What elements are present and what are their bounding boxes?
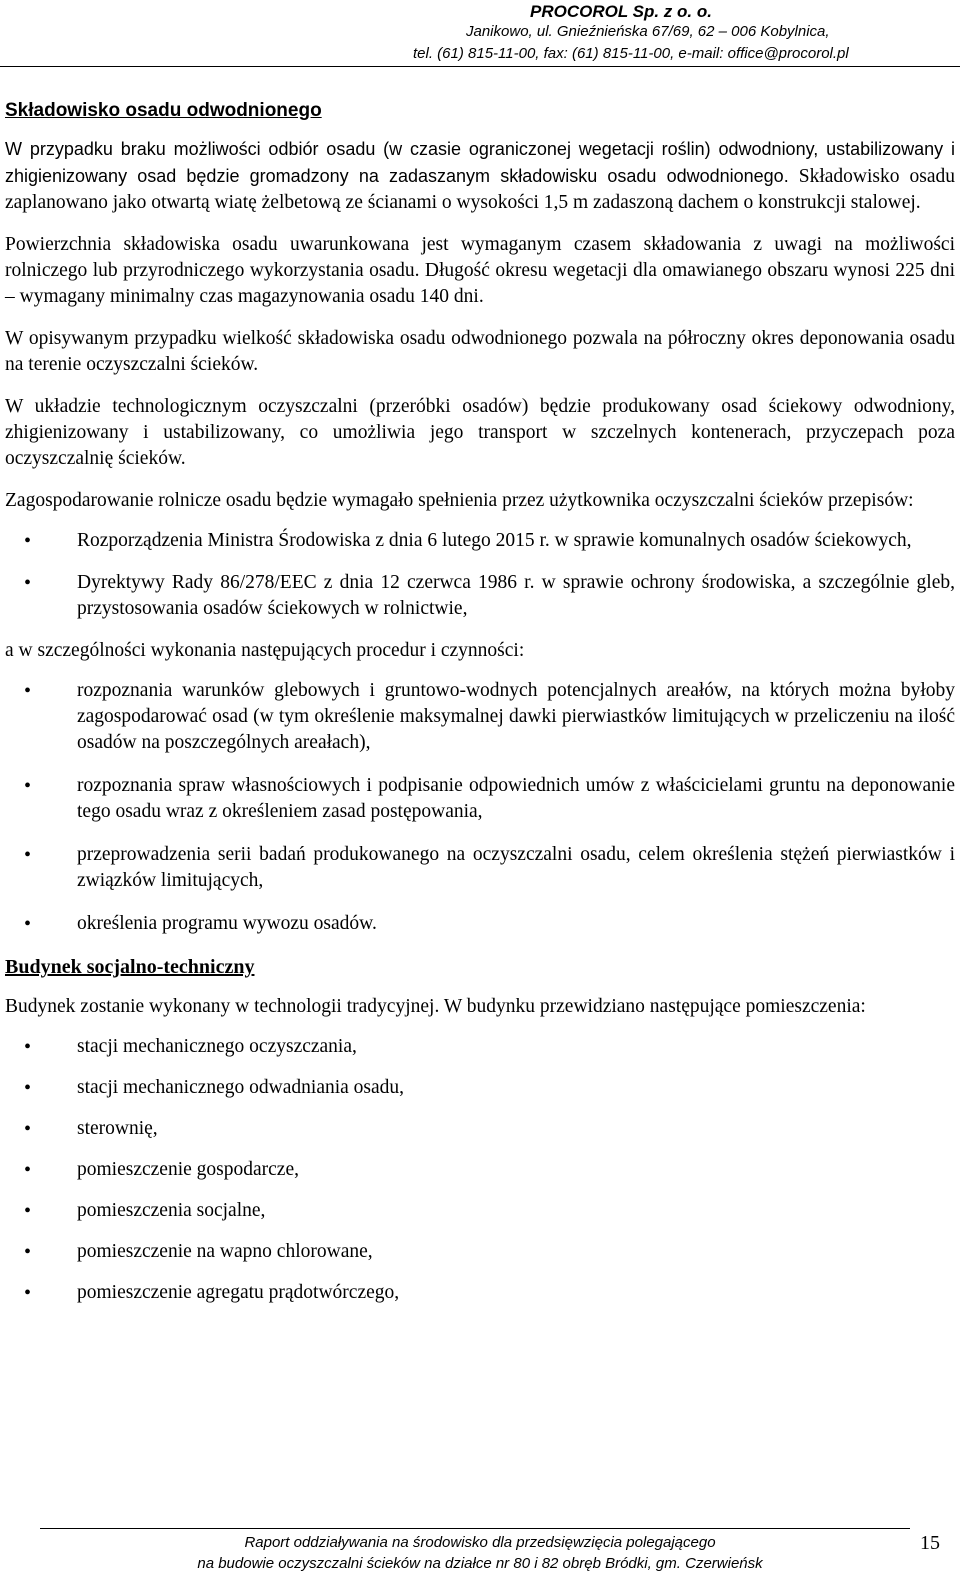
paragraph-text: Składowisko osadu zaplanowano jako otwartą wiatę żelbetową ze ścianami o wysokości 1,5 m zadaszoną dachem o konstrukcji stalowej. <box>5 166 956 213</box>
paragraph: Powierzchnia składowiska osadu uwarunkowana jest wymaganym czasem składowania z uwagi na możliwości rolniczego lub przyrodniczego wykorzystania osadu. Długość okresu wegetacji dla omawianego obszaru wynosi 225 dni – wymagany minimalny czas magazynowania osadu 140 dni. <box>5 234 955 307</box>
list-item: • stacji mechanicznego odwadniania osadu, <box>5 1075 955 1101</box>
list-item: • określenia programu wywozu osadów. <box>5 911 955 937</box>
page-number: 15 <box>920 1532 940 1554</box>
list-item: • Dyrektywy Rady 86/278/EEC z dnia 12 czerwca 1986 r. w sprawie ochrony środowiska, a szczególnie gleb, przystosowania osadów ściekowych w rolnictwie, <box>5 570 955 622</box>
list-item: • sterownię, <box>5 1116 955 1142</box>
list-item: • pomieszczenie na wapno chlorowane, <box>5 1239 955 1265</box>
company-contact: tel. (61) 815-11-00, fax: (61) 815-11-00, e-mail: office@procorol.pl <box>413 45 849 62</box>
list-item: • pomieszczenie agregatu prądotwórczego, <box>5 1280 955 1306</box>
footer-divider <box>40 1528 910 1529</box>
list-item: • przeprowadzenia serii badań produkowanego na oczyszczalni osadu, celem określenia stężeń pierwiastków i związków limitujących, <box>5 842 955 894</box>
page-header <box>0 0 960 68</box>
paragraph: W opisywanym przypadku wielkość składowiska osadu odwodnionego pozwala na półroczny okres deponowania osadu na terenie oczyszczalni ścieków. <box>5 328 955 375</box>
company-address: Janikowo, ul. Gnieźnieńska 67/69, 62 – 006 Kobylnica, <box>466 23 830 40</box>
list-item: • Rozporządzenia Ministra Środowiska z dnia 6 lutego 2015 r. w sprawie komunalnych osadów ściekowych, <box>5 528 955 554</box>
paragraph: Budynek zostanie wykonany w technologii tradycyjnej. W budynku przewidziano następujące pomieszczenia: <box>5 996 866 1017</box>
footer-line-1: Raport oddziaływania na środowisko dla przedsięwzięcia polegającego <box>244 1534 716 1551</box>
paragraph-sans-text: W przypadku braku możliwości odbiór osadu (w czasie ograniczonej wegetacji roślin) odwodniony, ustabilizowany i zhigienizowany osad będzie gromadzony na zadaszanym składowisku osadu odwodnionego. <box>5 139 955 186</box>
page-footer <box>0 1520 960 1596</box>
footer-line-2: na budowie oczyszczalni ścieków na działce nr 80 i 82 obręb Bródki, gm. Czerwieńsk <box>197 1555 763 1572</box>
list-item: • pomieszczenie gospodarcze, <box>5 1157 955 1183</box>
paragraph: a w szczególności wykonania następujących procedur i czynności: <box>5 640 525 661</box>
regulations-list <box>5 528 955 622</box>
section-title-sludge-storage: Składowisko osadu odwodnionego <box>5 100 322 121</box>
list-item: • stacji mechanicznego oczyszczania, <box>5 1034 955 1060</box>
paragraph: W układzie technologicznym oczyszczalni (przeróbki osadów) będzie produkowany osad ściekowy odwodniony, zhigienizowany i ustabilizowany, co umożliwia jego transport w szczelnych kontenerach, przyczepach poza oczyszczalnię ścieków. <box>5 396 955 469</box>
paragraph <box>5 136 955 216</box>
list-item: • rozpoznania spraw własnościowych i podpisanie odpowiednich umów z właścicielami gruntu na deponowanie tego osadu wraz z określeniem zasad postępowania, <box>5 773 955 825</box>
section-title-building: Budynek socjalno-techniczny <box>5 956 255 978</box>
header-divider <box>0 66 960 67</box>
procedures-list <box>5 678 955 937</box>
list-item: • pomieszczenia socjalne, <box>5 1198 955 1224</box>
list-item: • rozpoznania warunków glebowych i gruntowo-wodnych potencjalnych areałów, na których można byłoby zagospodarować osad (w tym określenie maksymalnej dawki pierwiastków limitujących w przeliczeniu na ilość osadów na poszczególnych areałach), <box>5 678 955 756</box>
paragraph: Zagospodarowanie rolnicze osadu będzie wymagało spełnienia przez użytkownika oczyszczalni ścieków przepisów: <box>5 490 914 511</box>
company-name: PROCOROL Sp. z o. o. <box>530 2 712 21</box>
rooms-list <box>5 1034 955 1306</box>
document-body <box>5 90 955 1321</box>
